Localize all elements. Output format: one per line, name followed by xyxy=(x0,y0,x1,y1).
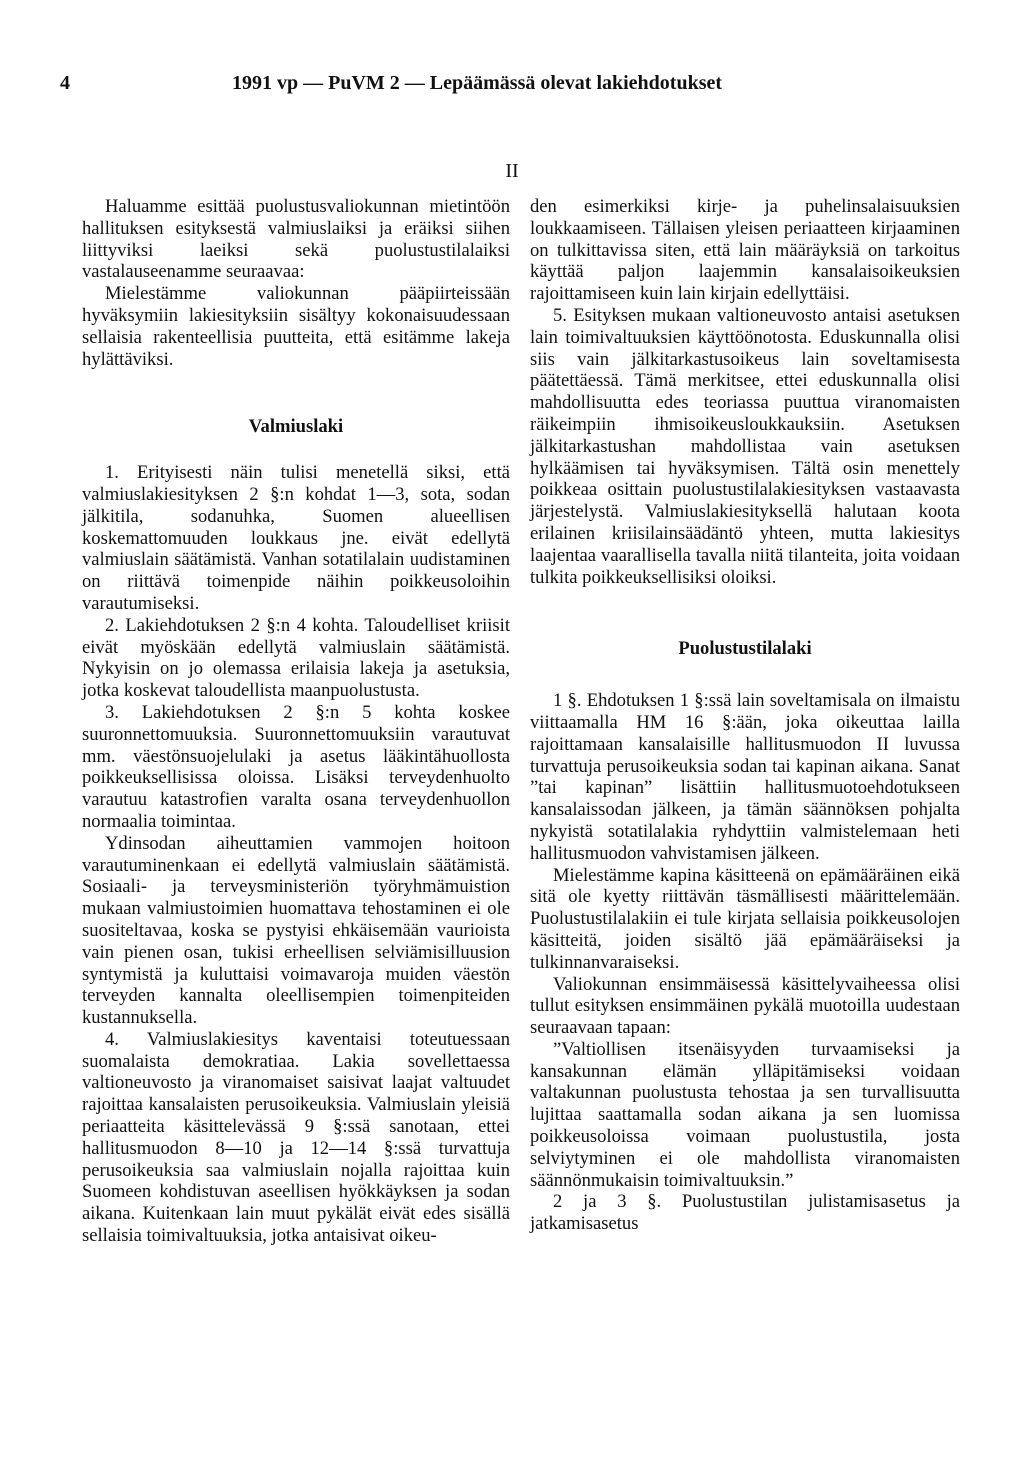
paragraph-committee: Valiokunnan ensimmäisessä käsittelyvaiheessa olisi tullut esityksen ensimmäinen pykälä muotoilla uudestaan seuraavaan tapaan: xyxy=(530,973,960,1039)
continued-paragraph: den esimerkiksi kirje- ja puhelinsalaisuuksien loukkaamiseen. Tällaisen yleisen periaatteen kirjaaminen on tulkittavissa siten, että lain määräyksiä on tarkoitus käyttää paljon laajemmin kansalaisoikeuksien rajoittamiseen kuin lain kirjain edellyttäisi. xyxy=(530,196,960,305)
paragraph-sections-2-3: 2 ja 3 §. Puolustustilan julistamisasetus ja jatkamisasetus xyxy=(530,1191,960,1235)
section-heading-valmiuslaki: Valmiuslaki xyxy=(248,416,344,438)
paragraph-2: 2. Lakiehdotuksen 2 §:n 4 kohta. Taloudelliset kriisit eivät myöskään edellytä valmiuslain säätämistä. Nykyisin on jo olemassa erilaisia lakeja ja asetuksia, jotka koskevat taloudellista maanpuolustusta. xyxy=(82,614,510,702)
paragraph-5: 5. Esityksen mukaan valtioneuvosto antaisi asetuksen lain toimivaltuuksien käyttöönotosta. Eduskunnalla olisi siis vain jälkitarkastusoikeus lain soveltamisesta päätettäessä. Tämä merkitsee, ettei eduskunnalla olisi mahdollisuutta edes teoriassa puuttua viranomaisten räikeimpiin ihmisoikeusloukkauksiin. Asetuksen jälkitarkastushan mahdollistaa vain asetuksen hylkäämisen tai hyväksymisen. Tältä osin menettely poikkeaa osittain puolustustilalakiesityksen vastaavasta järjestelystä. Valmiuslakiesityksellä halutaan koota erilainen kriisilainsäädäntö yhteen, mutta lakiesitys laajentaa vaarallisella tavalla niitä tilanteita, joita voidaan tulkita poikkeuksellisiksi oloiksi. xyxy=(530,304,960,588)
section-heading-puolustustilalaki: Puolustustilalaki xyxy=(678,638,812,660)
paragraph-3: 3. Lakiehdotuksen 2 §:n 5 kohta koskee suuronnettomuuksia. Suuronnettomuuksiin varautuvat mm. väestönsuojelulaki ja asetus lääkintähuollosta poikkeuksellisissa oloissa. Lisäksi terveydenhuolto varautuu katastrofien varalta osana terveydenhuollon normaalia toimintaa. xyxy=(82,701,510,832)
paragraph-section-1: 1 §. Ehdotuksen 1 §:ssä lain soveltamisala on ilmaistu viittaamalla HM 16 §:ään, joka oikeuttaa lailla rajoittamaan kansalaisille hallitusmuodon II luvussa turvattuja perusoikeuksia sodan tai kapinan aikana. Sanat ”tai kapinan” lisättiin hallitusmuotoehdotukseen kansalaissodan jälkeen, ja tämän säännöksen pohjalta nykyistä sotatilalakia ryhdyttiin valmistelemaan heti hallitusmuodon vahvistamisen jälkeen. xyxy=(530,690,960,864)
opinion-paragraph: Mielestämme valiokunnan pääpiirteissään hyväksymiin lakiesityksiin sisältyy kokonaisuudessaan sellaisia rakenteellisia puutteita, että esitämme lakeja hylättäviksi. xyxy=(82,283,510,370)
proposed-wording-quote: ”Valtiollisen itsenäisyyden turvaamiseksi ja kansakunnan elämän ylläpitämiseksi voidaan valtakunnan puolustusta tehostaa ja sen turvallisuutta lujittaa saattamalla sodan aikana ja sen luomissa poikkeusoloissa voimaan puolustustila, josta selviytyminen ei ole mahdollista viranomaisten säännönmukaisin toimivaltuuksin.” xyxy=(530,1038,960,1191)
section-number: II xyxy=(505,160,519,182)
paragraph-3b: Ydinsodan aiheuttamien vammojen hoitoon varautuminenkaan ei edellytä valmiuslain säätämistä. Sosiaali- ja terveysministeriön työryhmämuistion mukaan valmiustoimien huomattava tehostaminen ei ole suositeltavaa, koska se pystyisi ehkäisemään vaurioista vain pienen osan, tukisi erheellisen selviämisilluusion syntymistä ja kuluttaisi voimavaroja muiden väestön terveyden kannalta oleellisempien toimenpiteiden kustannuksella. xyxy=(82,832,510,1029)
paragraph-4: 4. Valmiuslakiesitys kaventaisi toteutuessaan suomalaista demokratiaa. Lakia sovellettaessa valtioneuvosto ja viranomaiset saisivat laajat valtuudet rajoittaa kansalaisten perusoikeuksia. Valmiuslain yleisiä periaatteita käsittelevässä 9 §:ssä sanotaan, ettei hallitusmuodon 8—10 ja 12—14 §:ssä turvattuja perusoikeuksia saa valmiuslain nojalla rajoittaa kuin Suomeen kohdistuvan aseellisen hyökkäyksen ja sodan aikana. Kuitenkaan lain muut pykälät eivät edes sisällä sellaisia toimivaltuuksia, jotka antaisivat oikeu- xyxy=(82,1028,510,1247)
page-number: 4 xyxy=(60,72,70,94)
running-head: 1991 vp — PuVM 2 — Lepäämässä olevat lakiehdotukset xyxy=(232,72,723,94)
left-column xyxy=(82,196,510,1247)
intro-paragraph: Haluamme esittää puolustusvaliokunnan mietintöön hallituksen esityksestä valmiuslaiksi ja eräiksi siihen liittyviksi laeiksi sekä puolustustilalaiksi vastalauseenamme seuraavaa: xyxy=(82,196,510,283)
right-column xyxy=(530,196,960,1235)
page-header xyxy=(60,72,980,102)
paragraph-opinion-kapina: Mielestämme kapina käsitteenä on epämääräinen eikä sitä ole kyetty riittävän täsmällisesti määrittelemään. Puolustustilalakiin ei tule kirjata sellaisia poikkeusolojen käsitteitä, joiden sisältö jää epämääräiseksi ja tulkinnanvaraiseksi. xyxy=(530,864,960,973)
paragraph-1: 1. Erityisesti näin tulisi menetellä siksi, että valmiuslakiesityksen 2 §:n kohdat 1—3, sota, sodan jälkitila, sodanuhka, Suomen alueellisen koskemattomuuden loukkaus jne. eivät edellytä valmiuslain säätämistä. Vanhan sotatilalain uudistaminen on riittävä toimenpide näihin poikkeusoloihin varautumiseksi. xyxy=(82,462,510,614)
